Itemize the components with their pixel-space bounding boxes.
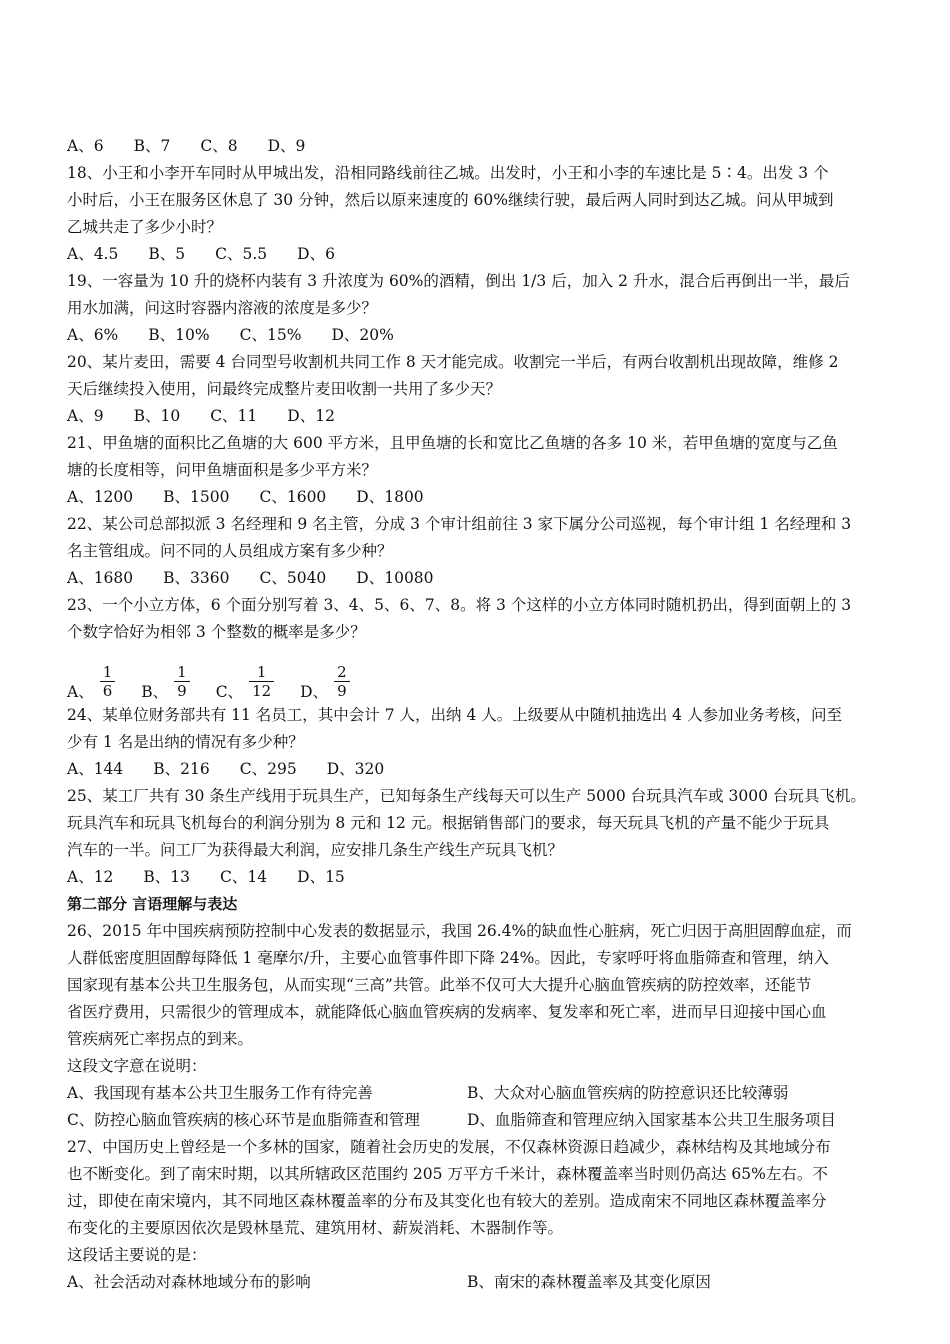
q22-option-b: B、3360 — [163, 569, 230, 587]
q21-option-b: B、1500 — [163, 488, 230, 506]
numerator: 1 — [256, 663, 267, 681]
q21-line-2: 塘的长度相等，问甲鱼塘面积是多少平方米？ — [67, 461, 378, 479]
q22-option-d: D、10080 — [356, 569, 434, 587]
numerator: 1 — [177, 663, 187, 681]
q18-line-3: 乙城共走了多少小时？ — [67, 218, 223, 236]
q27-option-a: A、社会活动对森林地域分布的影响 — [67, 1273, 311, 1291]
q19-option-a: A、6% — [67, 326, 119, 344]
q20-option-a: A、9 — [67, 407, 104, 425]
q17-option-c: C、8 — [200, 137, 238, 155]
q26-options-row-1 — [67, 1080, 887, 1107]
q26-option-a: A、我国现有基本公共卫生服务工作有待完善 — [67, 1084, 373, 1102]
q26-line-2: 人群低密度胆固醇每降低 1 毫摩尔/升，主要心血管事件即下降 24%。因此，专家呼吁将血脂筛查和管理，纳入 — [67, 949, 829, 967]
q21-line-1: 21、甲鱼塘的面积比乙鱼塘的大 600 平方米，且甲鱼塘的长和宽比乙鱼塘的各多 10 米，若甲鱼塘的宽度与乙鱼 — [67, 434, 838, 452]
q27-line-4: 布变化的主要原因依次是毁林垦荒、建筑用材、薪炭消耗、木器制作等。 — [67, 1219, 564, 1237]
q25-line-1: 25、某工厂共有 30 条生产线用于玩具生产，已知每条生产线每天可以生产 5000 台玩具汽车或 3000 台玩具飞机。 — [67, 787, 866, 805]
q19-option-b: B、10% — [148, 326, 210, 344]
denominator: 9 — [177, 682, 187, 700]
q26-question — [67, 918, 887, 1053]
q21-question — [67, 430, 887, 484]
q18-option-b: B、5 — [148, 245, 186, 263]
q17-option-b: B、7 — [133, 137, 171, 155]
q18-line-2: 小时后，小王在服务区休息了 30 分钟，然后以原来速度的 60%继续行驶，最后两人同时到达乙城。问从甲城到 — [67, 191, 834, 209]
q20-question — [67, 349, 887, 403]
q19-option-d: D、20% — [331, 326, 394, 344]
q23-line-1: 23、一个小立方体，6 个面分别写着 3、4、5、6、7、8。将 3 个这样的小立方体同时随机扔出，得到面朝上的 3 — [67, 596, 852, 614]
q26-prompt: 这段文字意在说明： — [67, 1057, 207, 1075]
q23-line-2: 个数字恰好为相邻 3 个整数的概率是多少？ — [67, 623, 366, 641]
q24-question — [67, 702, 887, 756]
q27-question — [67, 1134, 887, 1242]
q27-line-3: 过，即使在南宋境内，其不同地区森林覆盖率的分布及其变化也有较大的差别。造成南宋不同地区森林覆盖率分 — [67, 1192, 827, 1210]
q20-option-d: D、12 — [287, 407, 335, 425]
q25-option-b: B、13 — [143, 868, 191, 886]
q18-line-1: 18、小王和小李开车同时从甲城出发，沿相同路线前往乙城。出发时，小王和小李的车速比是 5∶4。出发 3 个 — [67, 164, 829, 182]
q24-option-d: D、320 — [326, 760, 385, 778]
q22-line-1: 22、某公司总部拟派 3 名经理和 9 名主管，分成 3 个审计组前往 3 家下属分公司巡视，每个审计组 1 名经理和 3 — [67, 515, 852, 533]
q25-option-d: D、15 — [297, 868, 345, 886]
q22-question — [67, 511, 887, 565]
q18-option-d: D、6 — [297, 245, 335, 263]
q22-option-c: C、5040 — [259, 569, 327, 587]
section-2-heading: 第二部分 言语理解与表达 — [67, 895, 238, 913]
q25-option-a: A、12 — [67, 868, 114, 886]
q26-line-3: 国家现有基本公共卫生服务包，从而实现“三高”共管。此举不仅可大大提升心脑血管疾病的防控效率，还能节 — [67, 976, 812, 994]
q25-line-2: 玩具汽车和玩具飞机每台的利润分别为 8 元和 12 元。根据销售部门的要求，每天玩具飞机的产量不能少于玩具 — [67, 814, 830, 832]
q23-option-d — [300, 663, 349, 702]
q26-line-4: 省医疗费用，只需很少的管理成本，就能降低心脑血管疾病的发病率、复发率和死亡率，进而早日迎接中国心血 — [67, 1003, 827, 1021]
q24-option-b: B、216 — [153, 760, 210, 778]
q23-option-b — [141, 663, 189, 702]
q26-option-d: D、血脂筛查和管理应纳入国家基本公共卫生服务项目 — [467, 1111, 836, 1129]
q23-option-a-fraction — [100, 663, 116, 700]
numerator: 2 — [337, 663, 347, 681]
q19-line-2: 用水加满，问这时容器内溶液的浓度是多少？ — [67, 299, 378, 317]
q17-options — [67, 133, 887, 160]
q23-option-c-label: C、 — [215, 683, 244, 701]
q24-options — [67, 756, 887, 783]
q23-question — [67, 592, 887, 646]
q20-option-b: B、10 — [133, 407, 181, 425]
q23-option-b-fraction — [174, 663, 190, 700]
q26-options-row-2 — [67, 1107, 887, 1134]
denominator: 12 — [252, 682, 272, 700]
q27-option-b: B、南宋的森林覆盖率及其变化原因 — [467, 1273, 711, 1291]
q23-options — [67, 646, 887, 702]
q23-option-c-fraction — [249, 663, 274, 700]
q20-option-c: C、11 — [210, 407, 258, 425]
denominator: 9 — [337, 682, 347, 700]
q27-prompt: 这段话主要说的是： — [67, 1246, 207, 1264]
document-page — [67, 133, 887, 1296]
q18-option-a: A、4.5 — [67, 245, 119, 263]
q25-options — [67, 864, 887, 891]
numerator: 1 — [102, 663, 113, 681]
q26-option-b: B、大众对心脑血管疾病的防控意识还比较薄弱 — [467, 1084, 789, 1102]
q18-option-c: C、5.5 — [215, 245, 268, 263]
q22-option-a: A、1680 — [67, 569, 134, 587]
q21-option-c: C、1600 — [259, 488, 327, 506]
q26-line-1: 26、2015 年中国疾病预防控制中心发表的数据显示，我国 26.4%的缺血性心脏病，死亡归因于高胆固醇血症，而 — [67, 922, 852, 940]
q21-options — [67, 484, 887, 511]
q27-line-1: 27、中国历史上曾经是一个多林的国家，随着社会历史的发展，不仅森林资源日趋减少，森林结构及其地域分布 — [67, 1138, 831, 1156]
q27-line-2: 也不断变化。到了南宋时期，以其所辖政区范围约 205 万平方千米计，森林覆盖率当时则仍高达 65%左右。不 — [67, 1165, 828, 1183]
q19-line-1: 19、一容量为 10 升的烧杯内装有 3 升浓度为 60%的酒精，倒出 1/3 后，加入 2 升水，混合后再倒出一半，最后 — [67, 272, 850, 290]
q23-option-b-label: B、 — [141, 683, 169, 701]
q17-option-d: D、9 — [267, 137, 306, 155]
q19-option-c: C、15% — [239, 326, 302, 344]
q26-line-5: 管疾病死亡率拐点的到来。 — [67, 1030, 254, 1048]
q17-option-a: A、6 — [67, 137, 104, 155]
q27-options-row-1 — [67, 1269, 887, 1296]
q25-question — [67, 783, 887, 864]
q18-question — [67, 160, 887, 241]
q24-option-c: C、295 — [239, 760, 297, 778]
q21-option-a: A、1200 — [67, 488, 134, 506]
q22-options — [67, 565, 887, 592]
q23-option-a-label: A、 — [67, 683, 94, 701]
q20-options — [67, 403, 887, 430]
q23-option-d-label: D、 — [300, 683, 329, 701]
q23-option-c — [216, 663, 274, 702]
q20-line-2: 天后继续投入使用，问最终完成整片麦田收割一共用了多少天？ — [67, 380, 502, 398]
q23-option-d-fraction — [334, 663, 350, 700]
q18-options — [67, 241, 887, 268]
q26-option-c: C、防控心脑血管疾病的核心环节是血脂筛查和管理 — [67, 1111, 420, 1129]
q19-options — [67, 322, 887, 349]
q22-line-2: 名主管组成。问不同的人员组成方案有多少种？ — [67, 542, 393, 560]
denominator: 6 — [102, 682, 113, 700]
q24-line-1: 24、某单位财务部共有 11 名员工，其中会计 7 人，出纳 4 人。上级要从中随机抽选出 4 人参加业务考核，问至 — [67, 706, 842, 724]
q25-line-3: 汽车的一半。问工厂为获得最大利润，应安排几条生产线生产玩具飞机？ — [67, 841, 564, 859]
q23-option-a — [67, 663, 115, 702]
q21-option-d: D、1800 — [356, 488, 424, 506]
q24-line-2: 少有 1 名是出纳的情况有多少种？ — [67, 733, 304, 751]
q20-line-1: 20、某片麦田，需要 4 台同型号收割机共同工作 8 天才能完成。收割完一半后，有两台收割机出现故障，维修 2 — [67, 353, 839, 371]
q19-question — [67, 268, 887, 322]
q24-option-a: A、144 — [67, 760, 124, 778]
q25-option-c: C、14 — [220, 868, 268, 886]
